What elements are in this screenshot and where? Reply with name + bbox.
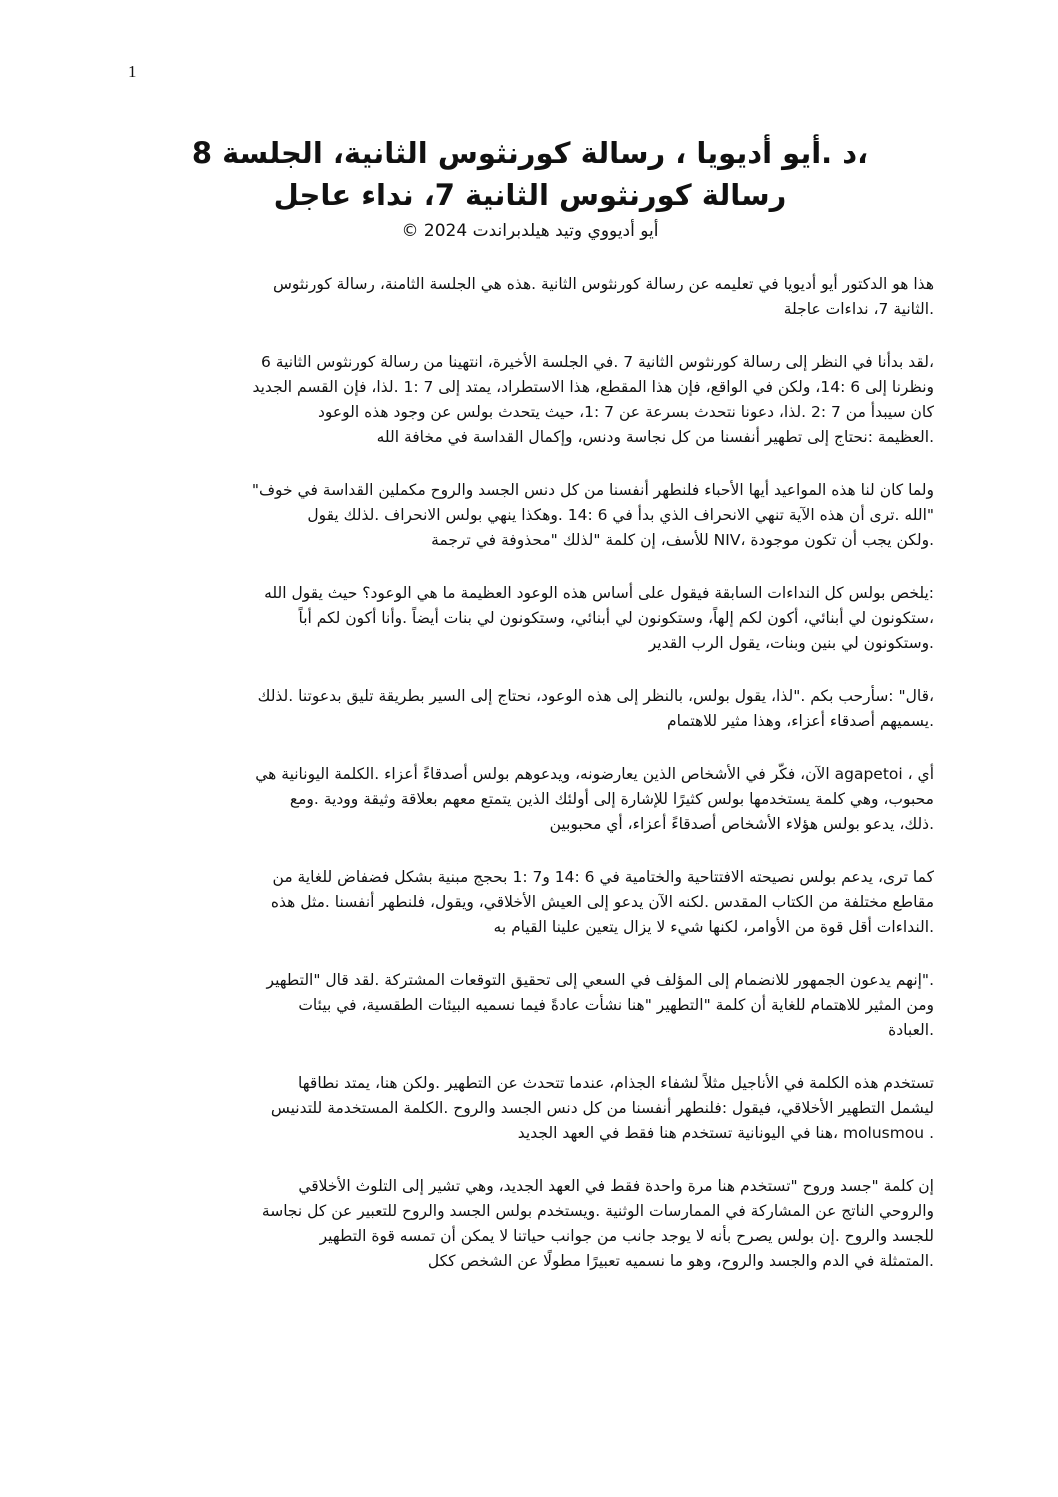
paragraph-line: .وستكونون لي بنين وبنات، يقول الرب القدير [648,634,934,652]
paragraph [132,762,934,837]
paragraph-line: ،ستكونون لي أبنائي، أكون لكم إلهاً، وستكونون لي أبنائي، وستكونون لي بنات أيضاً .وأنا أكون لكم أباً [298,609,934,627]
paragraph [132,581,934,656]
paragraph-line: ."إنهم يدعون الجمهور للانضمام إلى المؤلف في السعي إلى تحقيق التوقعات المشتركة .لقد قال "التطهير [266,971,934,989]
paragraph-line: ليشمل التطهير الأخلاقي، فيقول :فلنطهر أنفسنا من كل دنس الجسد والروح .الكلمة المستخدمة للتدنيس [270,1099,934,1117]
paragraph [132,1174,934,1274]
paragraph-line: للجسد والروح .إن بولس يصرح بأنه لا يوجد جانب من جوانب حياتنا لا يمكن أن تمسه قوة التطهير [319,1227,934,1245]
paragraph-line: .الثانية 7، نداءات عاجلة [783,300,934,318]
title-line-1: ،د .أيو أديويا ، رسالة كورنثوس الثانية، الجلسة 8 [191,136,869,170]
paragraph-line: .النداءات أقل قوة من الأوامر، لكنها شيء لا يزال يتعين علينا القيام به [493,918,934,936]
paragraph-line: :يلخص بولس كل النداءات السابقة فيقول على أساس هذه الوعود العظيمة ما هي الوعود؟ حيث يقول الله [264,584,934,602]
paragraph-line: إن كلمة "جسد وروح "تستخدم هنا مرة واحدة فقط في العهد الجديد، وهي تشير إلى التلوث الأخلاقي [298,1177,934,1195]
paragraph-line: ولما كان لنا هذه المواعيد أيها الأحباء فلنطهر أنفسنا من كل دنس الجسد والروح مكملين القداسة في خوف" [251,481,934,499]
paragraph-line: . molusmou ،هنا في اليونانية تستخدم هنا فقط في العهد الجديد [517,1124,934,1142]
paragraph-line: .ذلك، يدعو بولس هؤلاء الأشخاص أصدقاءً أعزاء، أي محبوبين [549,815,934,833]
paragraph-line: أي ، agapetoi الآن، فكّر في الأشخاص الذين يعارضونه، ويدعوهم بولس أصدقاءً أعزاء .الكلمة اليونانية هي [255,765,934,783]
paragraph-line: محبوب، وهي كلمة يستخدمها بولس كثيرًا للإشارة إلى أولئك الذين يتمتع معهم بعلاقة وثيقة وودية .ومع [289,790,934,808]
paragraph-line: .يسميهم أصدقاء أعزاء، وهذا مثير للاهتمام [667,712,934,730]
paragraph-line: مقاطع مختلفة من الكتاب المقدس .لكنه الآن يدعو إلى العيش الأخلاقي، ويقول، فلنطهر أنفسنا .مثل هذه [270,893,934,911]
paragraph-line: هذا هو الدكتور أيو أديويا في تعليمه عن رسالة كورنثوس الثانية .هذه هي الجلسة الثامنة، رسالة كورنثوس [272,275,934,293]
paragraph-line: .المتمثلة في الدم والجسد والروح، وهو ما نسميه تعبيرًا مطولًا عن الشخص ككل [427,1252,934,1270]
paragraph-line: كان سيبدأ من 7 :2 .لذا، دعونا نتحدث بسرعة عن 7 :1، حيث يتحدث بولس عن وجود هذه الوعود [317,403,934,421]
paragraph [132,272,934,322]
paragraph-line: كما ترى، يدعم بولس نصيحته الافتتاحية والختامية في 6 :14 و7 :1 بحجج مبنية بشكل فضفاض للغاية من [272,868,934,886]
paragraph [132,684,934,734]
paragraph-line: ،قال" :سأرحب بكم ."لذا، يقول بولس، بالنظر إلى هذه الوعود، نحتاج إلى السير بطريقة تليق بدعوتنا .لذلك [257,687,934,705]
copyright-notice: أيو أديووي وتيد هيلدبراندت 2024 © [401,221,659,241]
paragraph-line: "الله .ترى أن هذه الآية تنهي الانحراف الذي بدأ في 6 :14 .وهكذا ينهي بولس الانحراف .لذلك يقول [307,506,934,524]
paragraph [132,865,934,940]
paragraph [132,478,934,553]
document-body [132,272,934,1302]
page-number: 1 [128,62,137,81]
paragraph [132,1071,934,1146]
title-line-2: رسالة كورنثوس الثانية 7، نداء عاجل [273,178,787,212]
document-title [130,132,930,244]
paragraph [132,968,934,1043]
paragraph-line: والروحي الناتج عن المشاركة في الممارسات الوثنية .ويستخدم بولس الجسد والروح للتعبير عن كل نجاسة [261,1202,934,1220]
paragraph-line: .العبادة [888,1021,934,1039]
paragraph-line: ومن المثير للاهتمام للغاية أن كلمة "التطهير "هنا نشأت عادةً فيما نسميه البيئات الطقسية، في بيئات [298,996,934,1014]
paragraph-line: ونظرنا إلى 6 :14، ولكن في الواقع، فإن هذا المقطع، هذا الاستطراد، يمتد إلى 7 :1 .لذا، فإن القسم الجديد [252,378,934,396]
paragraph-line: تستخدم هذه الكلمة في الأناجيل مثلاً لشفاء الجذام، عندما تتحدث عن التطهير .ولكن هنا، يمتد نطاقها [298,1074,934,1092]
paragraph-line: .العظيمة :نحتاج إلى تطهير أنفسنا من كل نجاسة ودنس، وإكمال القداسة في مخافة الله [376,428,934,446]
paragraph-line: .ولكن يجب أن تكون موجودة ،NIV للأسف، إن كلمة "لذلك "محذوفة في ترجمة [431,531,934,549]
paragraph [132,350,934,450]
paragraph-line: ،لقد بدأنا في النظر إلى رسالة كورنثوس الثانية 7 .في الجلسة الأخيرة، انتهينا من رسالة كورنثوس الثانية 6 [260,353,934,371]
